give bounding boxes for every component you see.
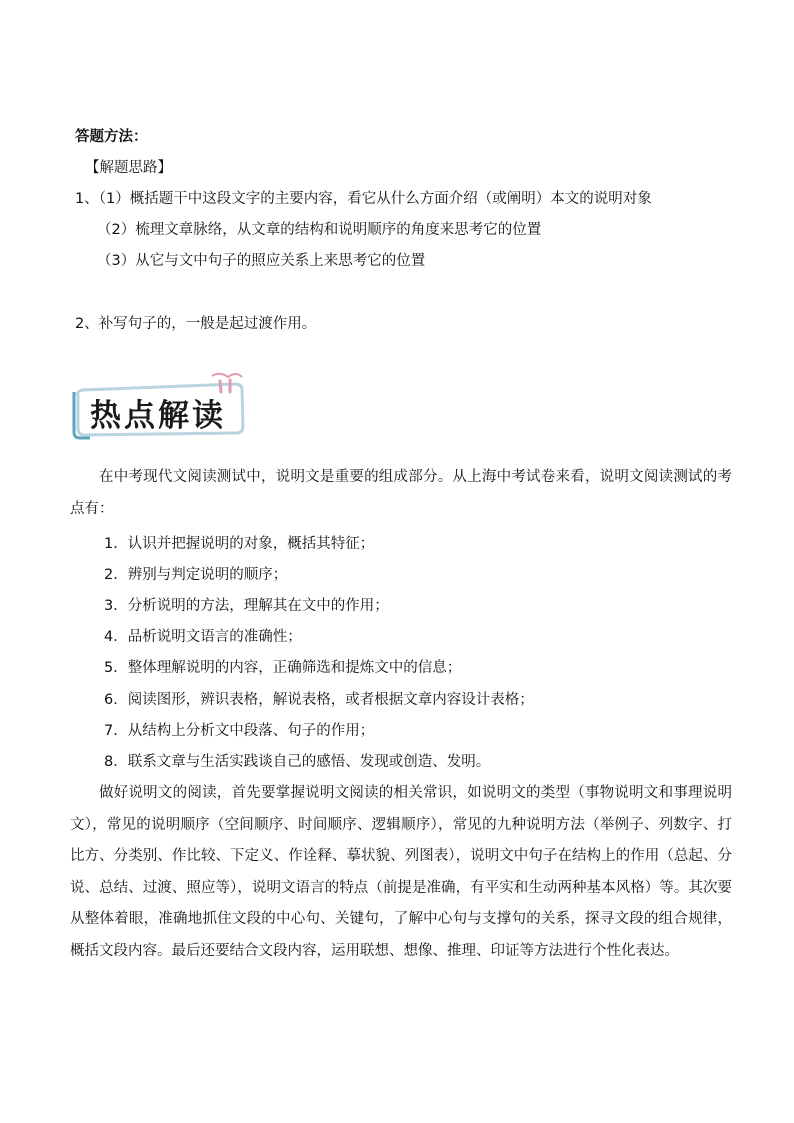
analysis-closing: 做好说明文的阅读，首先要掌握说明文阅读的相关常识，如说明文的类型（事物说明文和事理说明文），常见的说明顺序（空间顺序、时间顺序、逻辑顺序），常见的九种说明方法（举例子、列数字、打比方、分类别、作比较、下定义、作诠释、摹状貌、列图表），说明文中句子在结构上的作用（总起、分说、总结、过渡、照应等），说明文语言的特点（前提是准确，有平实和生动两种基本风格）等。其次要从整体着眼，准确地抓住文段的中心句、关键句，了解中心句与支撑句的关系，探寻文段的组合规律，概括文段内容。最后还要结合文段内容，运用联想、想像、推理、印证等方法进行个性化表达。 <box>70 785 732 959</box>
method-item-2: 2、补写句子的，一般是起过渡作用。 <box>75 316 317 332</box>
method-subtitle: 【解题思路】 <box>85 160 172 176</box>
method-item-1-2: （2）梳理文章脉络，从文章的结构和说明顺序的角度来思考它的位置 <box>97 222 542 238</box>
method-title: 答题方法： <box>75 129 148 145</box>
hot-topic-banner <box>70 370 250 440</box>
method-item-1: 1、（1）概括题干中这段文字的主要内容，看它从什么方面介绍（或阐明）本文的说明对象 <box>75 191 652 207</box>
point-8: 8．联系文章与生活实践谈自己的感悟、发现或创造、发明。 <box>104 754 491 770</box>
method-item-1-3: （3）从它与文中句子的照应关系上来思考它的位置 <box>97 253 426 269</box>
point-7: 7．从结构上分析文中段落、句子的作用； <box>104 723 375 739</box>
point-6: 6．阅读图形，辨识表格，解说表格，或者根据文章内容设计表格； <box>104 692 534 708</box>
banner-title: 热点解读 <box>90 398 226 434</box>
point-5: 5．整体理解说明的内容，正确筛选和提炼文中的信息； <box>104 660 462 676</box>
point-3: 3．分析说明的方法，理解其在文中的作用； <box>104 598 389 614</box>
analysis-intro: 在中考现代文阅读测试中，说明文是重要的组成部分。从上海中考试卷来看，说明文阅读测试的考点有： <box>70 469 732 517</box>
point-1: 1．认识并把握说明的对象，概括其特征； <box>104 536 375 552</box>
point-2: 2．辨别与判定说明的顺序； <box>104 567 288 583</box>
point-4: 4．品析说明文语言的准确性； <box>104 629 302 645</box>
